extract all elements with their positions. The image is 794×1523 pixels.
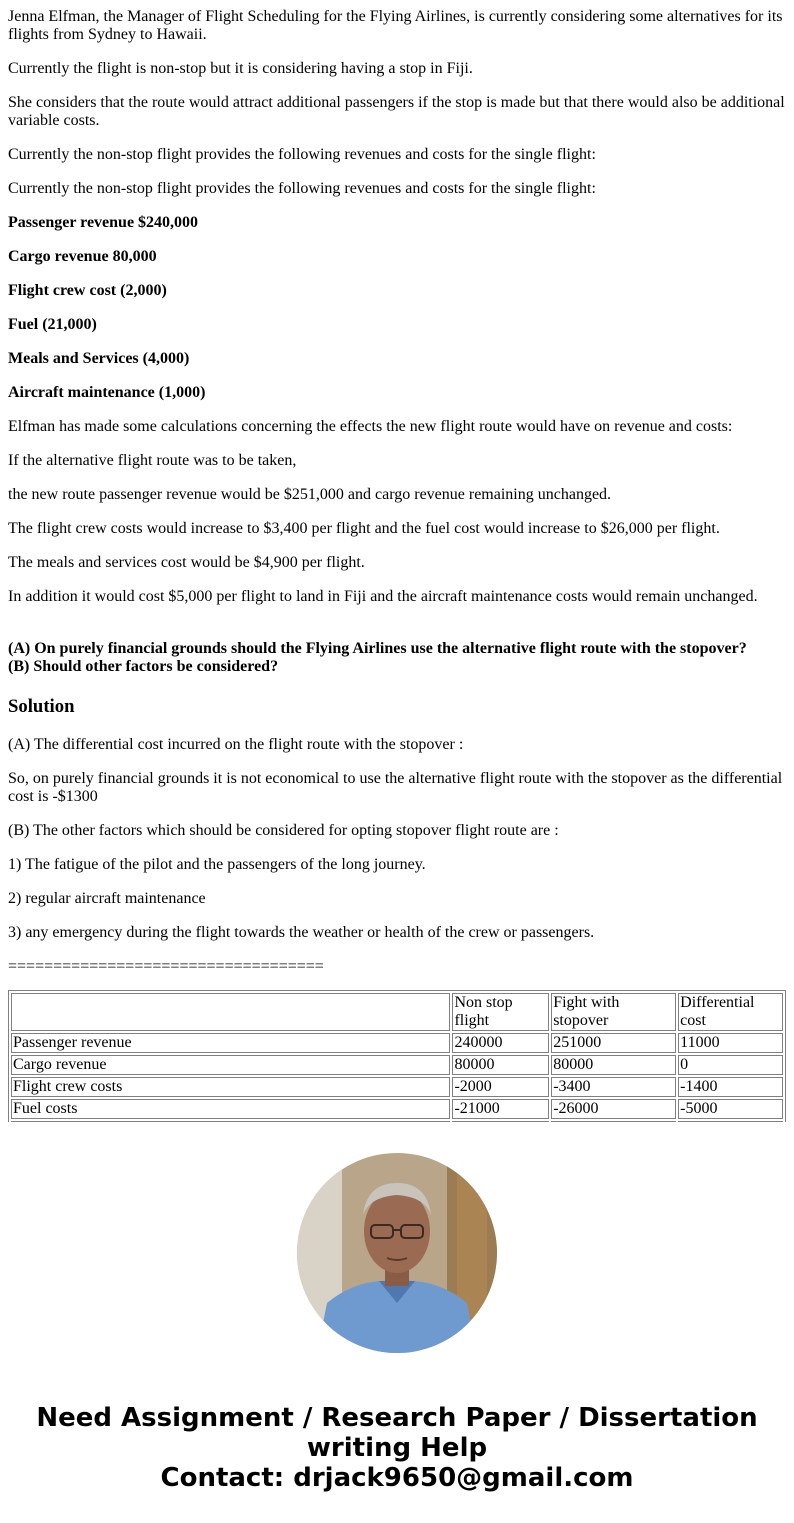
cell-nonstop: -21000	[452, 1099, 549, 1119]
solution-part-a: (A) The differential cost incurred on the flight route with the stopover :	[8, 736, 464, 753]
footer-line-3: Contact: drjack9650@gmail.com	[160, 1463, 634, 1493]
additional-cost: In addition it would cost $5,000 per flight to land in Fiji and the aircraft maintenance costs would remain unchanged.	[8, 588, 758, 605]
item-passenger-revenue: Passenger revenue $240,000	[8, 214, 199, 231]
footer-contact	[0, 1403, 794, 1493]
header-cell-nonstop: Non stop flight	[452, 993, 549, 1031]
item-aircraft-maintenance: Aircraft maintenance (1,000)	[8, 384, 206, 401]
item-cargo-revenue: Cargo revenue 80,000	[8, 248, 157, 265]
cell-stopover: 80000	[551, 1055, 676, 1075]
question-a: (A) On purely financial grounds should the Flying Airlines use the alternative flight route with the stopover?	[8, 640, 747, 657]
problem-intro: Jenna Elfman, the Manager of Flight Scheduling for the Flying Airlines, is currently considering some alternatives for its flights from Sydney to Hawaii.	[8, 8, 783, 43]
row-label: Cargo revenue	[11, 1055, 450, 1075]
cell-stopover: 251000	[551, 1033, 676, 1053]
cell-nonstop: 240000	[452, 1033, 549, 1053]
crew-fuel-costs: The flight crew costs would increase to $3,400 per flight and the fuel cost would increase to $26,000 per flight.	[8, 520, 720, 537]
header-cell-blank	[11, 993, 450, 1031]
factor-3: 3) any emergency during the flight towards the weather or health of the crew or passengers.	[8, 924, 595, 941]
footer-line-2: writing Help	[306, 1433, 488, 1463]
cell-stopover: -26000	[551, 1099, 676, 1119]
factor-2: 2) regular aircraft maintenance	[8, 890, 206, 907]
table-row	[11, 1055, 783, 1075]
table-container	[8, 990, 786, 1122]
header-cell-differential: Differential cost	[678, 993, 783, 1031]
cell-stopover: -3400	[551, 1077, 676, 1097]
divider-line: ===================================	[8, 958, 324, 975]
table-row	[11, 1099, 783, 1119]
problem-nonstop: Currently the flight is non-stop but it is considering having a stop in Fiji.	[8, 60, 473, 77]
table-header-row	[11, 993, 783, 1031]
meals-cost: The meals and services cost would be $4,900 per flight.	[8, 554, 365, 571]
avatar-portrait-icon	[297, 1153, 497, 1353]
footer-line-1: Need Assignment / Research Paper / Dissertation	[36, 1403, 758, 1433]
solution-heading: Solution	[8, 696, 75, 717]
problem-currently-1: Currently the non-stop flight provides the following revenues and costs for the single flight:	[8, 146, 596, 163]
cell-nonstop: -2000	[452, 1077, 549, 1097]
cell-differential: -1400	[678, 1077, 783, 1097]
question-b: (B) Should other factors be considered?	[8, 658, 279, 675]
solution-part-b: (B) The other factors which should be considered for opting stopover flight route are :	[8, 822, 559, 839]
problem-considers: She considers that the route would attract additional passengers if the stop is made but that there would also be additional variable costs.	[8, 94, 785, 129]
row-label: Passenger revenue	[11, 1033, 450, 1053]
row-label: Fuel costs	[11, 1099, 450, 1119]
cell-differential: -5000	[678, 1099, 783, 1119]
table-row	[11, 1033, 783, 1053]
new-route-revenue: the new route passenger revenue would be $251,000 and cargo revenue remaining unchanged.	[8, 486, 612, 503]
avatar	[297, 1153, 497, 1353]
cell-differential: 11000	[678, 1033, 783, 1053]
differential-cost-table	[8, 990, 786, 1122]
table-row-cut	[11, 1121, 783, 1122]
table-row	[11, 1077, 783, 1097]
factor-1: 1) The fatigue of the pilot and the passengers of the long journey.	[8, 856, 426, 873]
calc-intro: Elfman has made some calculations concerning the effects the new flight route would have on revenue and costs:	[8, 418, 733, 435]
problem-currently-2: Currently the non-stop flight provides the following revenues and costs for the single flight:	[8, 180, 596, 197]
cell-nonstop: 80000	[452, 1055, 549, 1075]
questions	[8, 640, 786, 676]
solution-conclusion: So, on purely financial grounds it is not economical to use the alternative flight route with the stopover as the differential cost is -$1300	[8, 770, 783, 805]
item-flight-crew-cost: Flight crew cost (2,000)	[8, 282, 167, 299]
cell-differential: 0	[678, 1055, 783, 1075]
item-meals-services: Meals and Services (4,000)	[8, 350, 190, 367]
item-fuel: Fuel (21,000)	[8, 316, 97, 333]
if-alternative: If the alternative flight route was to be taken,	[8, 452, 297, 469]
header-cell-stopover: Fight with stopover	[551, 993, 676, 1031]
row-label: Flight crew costs	[11, 1077, 450, 1097]
